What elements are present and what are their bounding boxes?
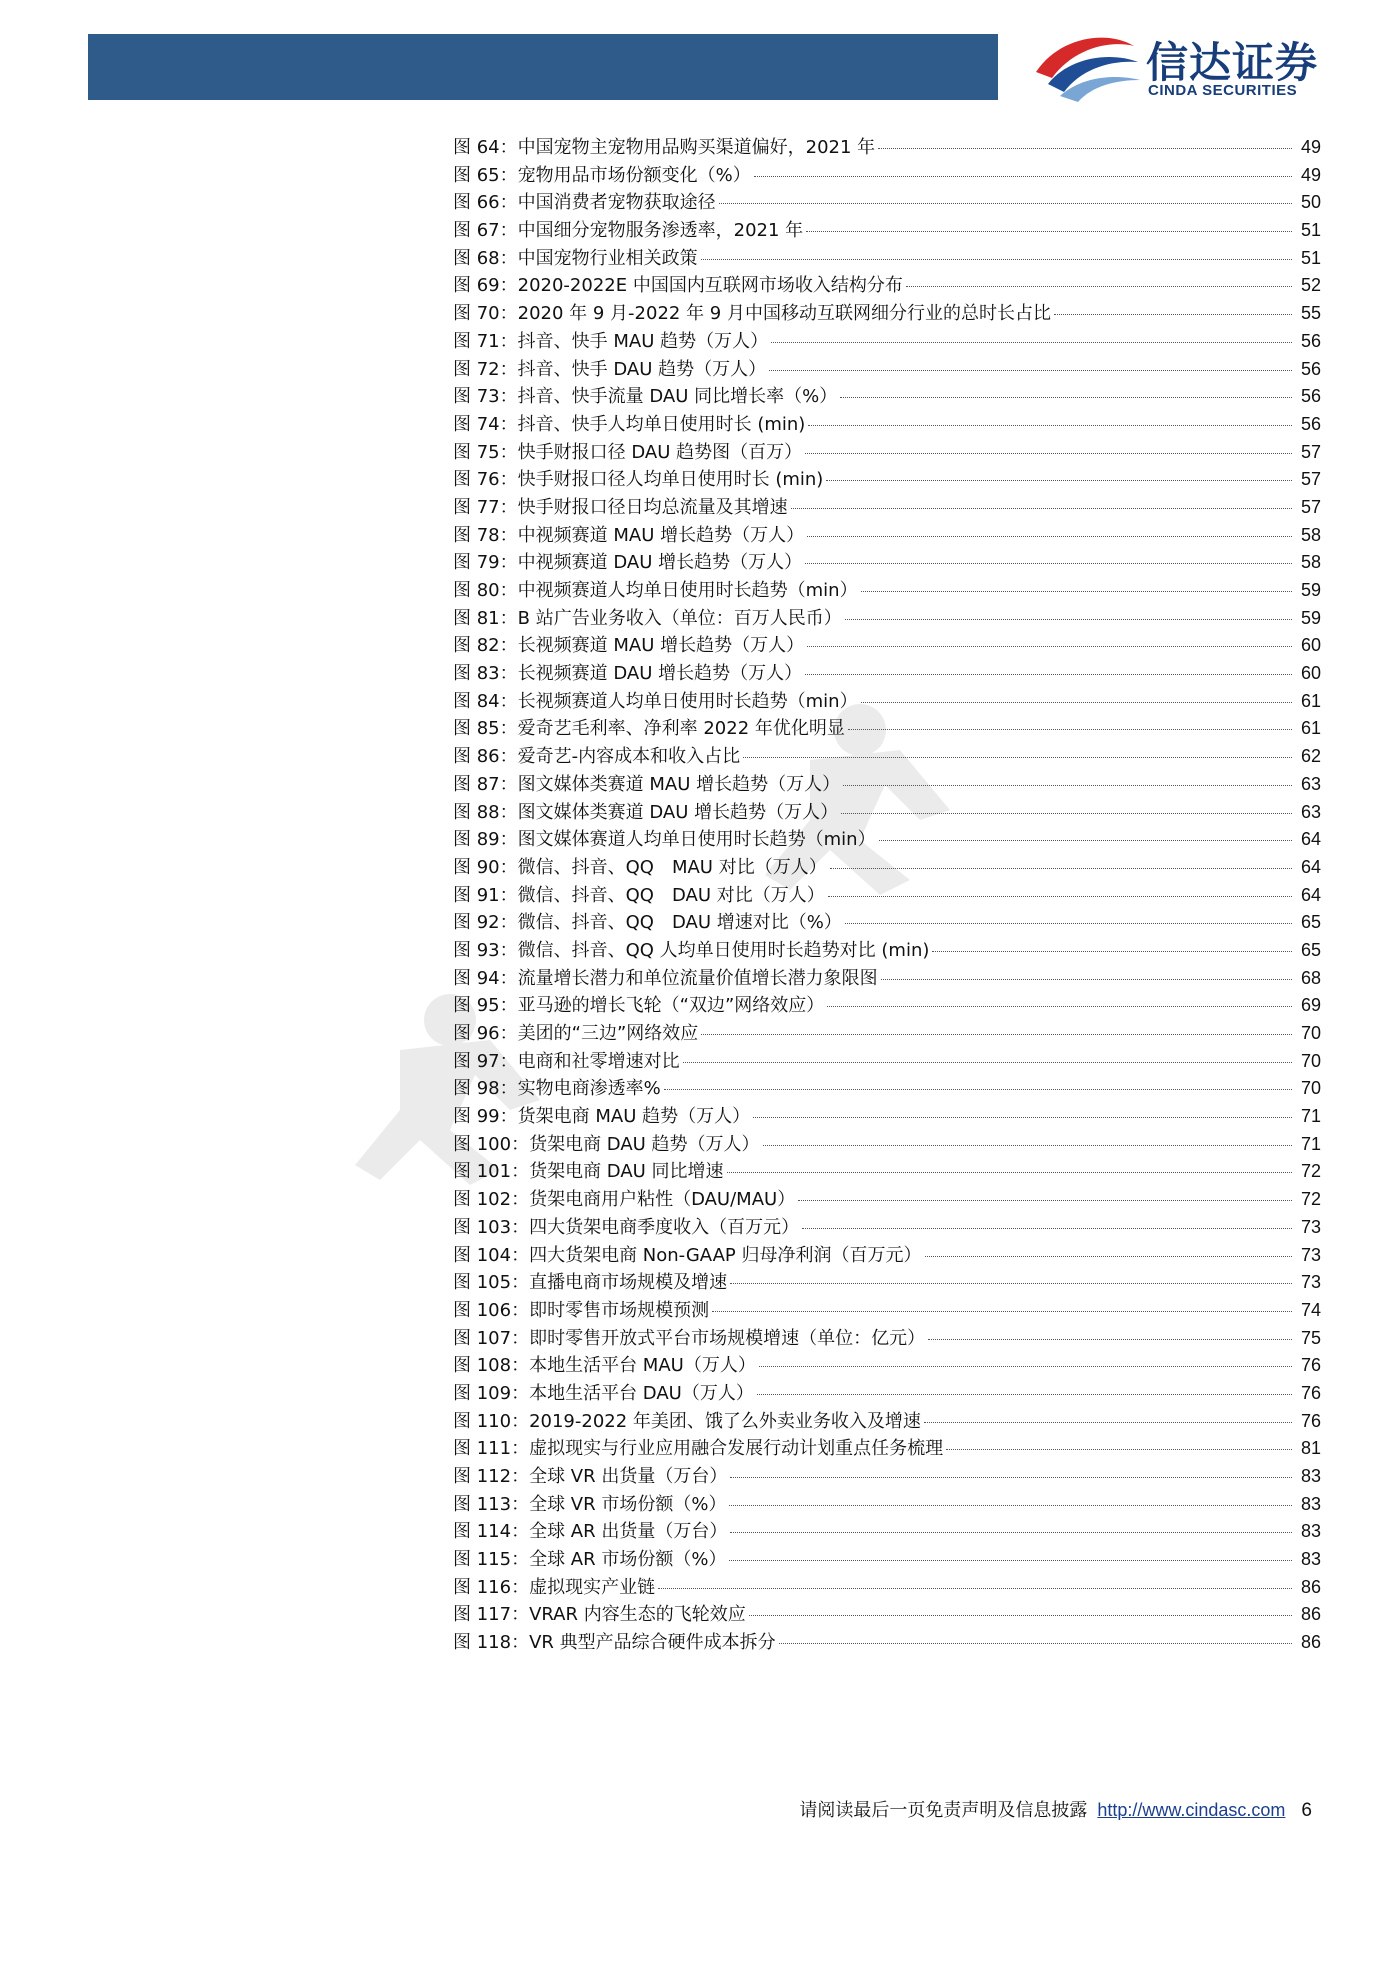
toc-entry-page[interactable]: 60 [1300, 635, 1321, 656]
toc-entry-label[interactable]: 图 87：图文媒体类赛道 MAU 增长趋势（万人） [453, 773, 841, 795]
toc-entry-page[interactable]: 83 [1300, 1493, 1321, 1514]
dot-leader [906, 286, 1292, 287]
dot-leader [841, 813, 1292, 814]
toc-entry[interactable] [453, 632, 1321, 660]
dot-leader [924, 1422, 1292, 1423]
toc-entry-page[interactable]: 51 [1300, 247, 1321, 268]
toc-entry-page[interactable]: 59 [1300, 607, 1321, 628]
dot-leader [658, 1588, 1292, 1589]
toc-entry[interactable] [453, 1131, 1321, 1159]
toc-entry-label[interactable]: 图 83：长视频赛道 DAU 增长趋势（万人） [453, 663, 803, 685]
toc-entry-label[interactable]: 图 77：快手财报口径日均总流量及其增速 [453, 496, 788, 518]
dot-leader [753, 1117, 1292, 1118]
toc-entry[interactable] [453, 1629, 1321, 1657]
toc-entry-label[interactable]: 图 107：即时零售开放式平台市场规模增速（单位：亿元） [453, 1327, 926, 1349]
toc-entry[interactable] [453, 1325, 1321, 1353]
toc-entry-page[interactable]: 73 [1300, 1244, 1321, 1265]
toc-entry[interactable] [453, 356, 1321, 384]
dot-leader [754, 176, 1292, 177]
toc-entry-page[interactable]: 64 [1300, 884, 1321, 905]
toc-entry[interactable] [453, 1352, 1321, 1380]
toc-entry-page[interactable]: 86 [1300, 1632, 1321, 1653]
header-band [88, 34, 998, 100]
dot-leader [730, 1283, 1292, 1284]
toc-entry-label[interactable]: 图 110：2019-2022 年美团、饿了么外卖业务收入及增速 [453, 1410, 921, 1432]
toc-entry-label[interactable]: 图 74：抖音、快手人均单日使用时长 (min) [453, 413, 806, 435]
toc-entry-label[interactable]: 图 69：2020-2022E 中国国内互联网市场收入结构分布 [453, 275, 903, 297]
toc-entry-label[interactable]: 图 86：爱奇艺-内容成本和收入占比 [453, 746, 741, 768]
dot-leader [845, 619, 1292, 620]
dot-leader [861, 591, 1292, 592]
dot-leader [749, 1615, 1292, 1616]
toc-entry-label[interactable]: 图 89：图文媒体赛道人均单日使用时长趋势（min） [453, 829, 876, 851]
toc-entry[interactable] [453, 1601, 1321, 1629]
toc-entry[interactable] [453, 1380, 1321, 1408]
toc-entry-page[interactable]: 83 [1300, 1466, 1321, 1486]
dot-leader [932, 951, 1292, 952]
toc-entry-page[interactable]: 56 [1300, 386, 1321, 407]
toc-entry[interactable] [453, 383, 1321, 411]
toc-entry[interactable] [453, 715, 1321, 743]
toc-entry[interactable] [453, 245, 1321, 273]
dot-leader [791, 508, 1292, 509]
toc-entry-label[interactable]: 图 72：抖音、快手 DAU 趋势（万人） [453, 358, 767, 380]
toc-entry[interactable] [453, 1158, 1321, 1186]
toc-entry-label[interactable]: 图 103：四大货架电商季度收入（百万元） [453, 1216, 800, 1238]
logo-english-name: CINDA SECURITIES [1148, 82, 1298, 99]
toc-entry-page[interactable]: 73 [1300, 1272, 1321, 1293]
dot-leader [729, 1560, 1292, 1561]
toc-entry-page[interactable]: 57 [1300, 469, 1321, 490]
toc-entry-page[interactable]: 49 [1300, 137, 1321, 157]
dot-leader [830, 868, 1292, 869]
toc-entry-label[interactable]: 图 67：中国细分宠物服务渗透率，2021 年 [453, 220, 804, 242]
toc-entry-page[interactable]: 86 [1300, 1576, 1321, 1597]
toc-entry-page[interactable]: 76 [1300, 1410, 1321, 1431]
toc-entry-label[interactable]: 图 82：长视频赛道 MAU 增长趋势（万人） [453, 635, 805, 657]
toc-entry[interactable] [453, 549, 1321, 577]
toc-entry-label[interactable]: 图 101：货架电商 DAU 同比增速 [453, 1161, 724, 1183]
toc-entry[interactable] [453, 1546, 1321, 1574]
toc-entry-page[interactable]: 72 [1300, 1189, 1321, 1210]
dot-leader [807, 646, 1292, 647]
toc-entry-page[interactable]: 65 [1300, 912, 1321, 933]
dot-leader [779, 1643, 1292, 1644]
dot-leader [729, 1505, 1292, 1506]
toc-entry[interactable] [453, 937, 1321, 965]
dot-leader [843, 785, 1292, 786]
toc-entry-page[interactable]: 68 [1300, 967, 1321, 988]
toc-entry-label[interactable]: 图 102：货架电商用户粘性（DAU/MAU） [453, 1189, 796, 1211]
toc-entry[interactable] [453, 494, 1321, 522]
toc-entry[interactable] [453, 1408, 1321, 1436]
toc-entry-page[interactable]: 70 [1300, 1050, 1321, 1071]
dot-leader [727, 1172, 1292, 1173]
toc-entry-page[interactable]: 61 [1300, 718, 1321, 739]
toc-entry-label[interactable]: 图 94：流量增长潜力和单位流量价值增长潜力象限图 [453, 967, 878, 989]
page-footer [799, 1796, 1312, 1822]
toc-entry-page[interactable]: 83 [1300, 1521, 1321, 1542]
dot-leader [805, 453, 1292, 454]
toc-entry[interactable] [453, 605, 1321, 633]
toc-entry-page[interactable]: 55 [1300, 303, 1321, 324]
toc-entry-page[interactable]: 57 [1300, 441, 1321, 462]
toc-entry-page[interactable]: 73 [1300, 1216, 1321, 1237]
toc-entry-page[interactable]: 52 [1300, 275, 1321, 296]
toc-entry[interactable] [453, 743, 1321, 771]
toc-entry-label[interactable]: 图 117：VRAR 内容生态的飞轮效应 [453, 1604, 746, 1626]
toc-entry[interactable] [453, 854, 1321, 882]
toc-entry[interactable] [453, 1463, 1321, 1491]
toc-entry[interactable] [453, 909, 1321, 937]
toc-entry[interactable] [453, 162, 1321, 190]
toc-entry-label[interactable]: 图 111：虚拟现实与行业应用融合发展行动计划重点任务梳理 [453, 1438, 944, 1460]
dot-leader [828, 896, 1292, 897]
toc-entry-label[interactable]: 图 70：2020 年 9 月-2022 年 9 月中国移动互联网细分行业的总时长占比 [453, 303, 1051, 325]
dot-leader [807, 536, 1292, 537]
logo-chinese-name: 信达证券 [1146, 38, 1319, 87]
figure-list [453, 134, 1321, 1657]
cinda-swoosh-icon [1030, 26, 1146, 106]
toc-entry[interactable] [453, 1297, 1321, 1325]
toc-entry-page[interactable]: 63 [1300, 773, 1321, 794]
dot-leader [743, 757, 1292, 758]
website-link[interactable]: http://www.cindasc.com [1097, 1800, 1286, 1820]
toc-entry-page[interactable]: 65 [1300, 939, 1321, 960]
toc-entry[interactable] [453, 134, 1321, 162]
toc-entry-label[interactable]: 图 79：中视频赛道 DAU 增长趋势（万人） [453, 552, 803, 574]
toc-entry[interactable] [453, 965, 1321, 993]
toc-entry-label[interactable]: 图 90：微信、抖音、QQ MAU 对比（万人） [453, 856, 827, 878]
dot-leader [769, 370, 1292, 371]
dot-leader [683, 1062, 1292, 1063]
dot-leader [701, 259, 1292, 260]
toc-entry-page[interactable]: 81 [1300, 1438, 1321, 1459]
toc-entry-label[interactable]: 图 91：微信、抖音、QQ DAU 对比（万人） [453, 884, 825, 906]
dot-leader [928, 1339, 1292, 1340]
toc-entry[interactable] [453, 439, 1321, 467]
toc-entry-label[interactable]: 图 97：电商和社零增速对比 [453, 1050, 680, 1072]
toc-entry[interactable] [453, 799, 1321, 827]
toc-entry[interactable] [453, 1048, 1321, 1076]
dot-leader [719, 203, 1292, 204]
dot-leader [925, 1256, 1293, 1257]
toc-entry-label[interactable]: 图 75：快手财报口径 DAU 趋势图（百万） [453, 441, 803, 463]
toc-entry[interactable] [453, 1518, 1321, 1546]
toc-entry-label[interactable]: 图 100：货架电商 DAU 趋势（万人） [453, 1133, 760, 1155]
toc-entry-page[interactable]: 76 [1300, 1382, 1321, 1403]
toc-entry-page[interactable]: 86 [1300, 1604, 1321, 1625]
toc-entry-label[interactable]: 图 99：货架电商 MAU 趋势（万人） [453, 1106, 751, 1128]
toc-entry-page[interactable]: 56 [1300, 330, 1321, 351]
toc-entry[interactable] [453, 771, 1321, 799]
toc-entry[interactable] [453, 1214, 1321, 1242]
toc-entry-label[interactable]: 图 85：爱奇艺毛利率、净利率 2022 年优化明显 [453, 718, 845, 740]
toc-entry-label[interactable]: 图 78：中视频赛道 MAU 增长趋势（万人） [453, 524, 805, 546]
toc-entry[interactable] [453, 1075, 1321, 1103]
toc-entry[interactable] [453, 1435, 1321, 1463]
toc-entry-label[interactable]: 图 76：快手财报口径人均单日使用时长 (min) [453, 469, 824, 491]
toc-entry-label[interactable]: 图 65：宠物用品市场份额变化（%） [453, 164, 751, 186]
toc-entry-page[interactable]: 58 [1300, 552, 1321, 573]
dot-leader [879, 840, 1292, 841]
dot-leader [806, 231, 1292, 232]
dot-leader [946, 1449, 1292, 1450]
toc-entry[interactable] [453, 1242, 1321, 1270]
toc-entry-page[interactable]: 72 [1300, 1161, 1321, 1182]
dot-leader [881, 979, 1292, 980]
toc-entry[interactable] [453, 411, 1321, 439]
toc-entry-label[interactable]: 图 93：微信、抖音、QQ 人均单日使用时长趋势对比 (min) [453, 939, 930, 961]
toc-entry-page[interactable]: 70 [1300, 1078, 1321, 1099]
toc-entry[interactable] [453, 272, 1321, 300]
dot-leader [878, 148, 1292, 149]
toc-entry-page[interactable]: 62 [1300, 746, 1321, 767]
dot-leader [757, 1394, 1292, 1395]
toc-entry-page[interactable]: 76 [1300, 1355, 1321, 1376]
page-number: 6 [1301, 1800, 1312, 1821]
dot-leader [712, 1311, 1292, 1312]
toc-entry-page[interactable]: 75 [1300, 1327, 1321, 1348]
dot-leader [664, 1089, 1292, 1090]
dot-leader [805, 674, 1292, 675]
toc-entry-page[interactable]: 56 [1300, 413, 1321, 434]
toc-entry-label[interactable]: 图 95：亚马逊的增长飞轮（“双边”网络效应） [453, 995, 825, 1017]
toc-entry-page[interactable]: 74 [1300, 1299, 1321, 1320]
toc-entry[interactable] [453, 466, 1321, 494]
toc-entry-page[interactable]: 58 [1300, 524, 1321, 545]
toc-entry-page[interactable]: 49 [1300, 164, 1321, 185]
toc-entry-page[interactable]: 71 [1300, 1133, 1321, 1154]
toc-entry-page[interactable]: 60 [1300, 663, 1321, 684]
dot-leader [798, 1200, 1292, 1201]
toc-entry[interactable] [453, 1269, 1321, 1297]
dot-leader [1054, 314, 1292, 315]
toc-entry-page[interactable]: 64 [1300, 856, 1321, 877]
dot-leader [763, 1145, 1292, 1146]
dot-leader [701, 1034, 1292, 1035]
dot-leader [730, 1532, 1292, 1533]
toc-entry-page[interactable]: 69 [1300, 995, 1321, 1016]
toc-entry-label[interactable]: 图 98：实物电商渗透率% [453, 1078, 661, 1100]
toc-entry[interactable] [453, 1491, 1321, 1519]
toc-entry[interactable] [453, 992, 1321, 1020]
toc-entry-page[interactable]: 83 [1300, 1549, 1321, 1570]
toc-entry-label[interactable]: 图 81：B 站广告业务收入（单位：百万人民币） [453, 607, 842, 629]
toc-entry-label[interactable]: 图 80：中视频赛道人均单日使用时长趋势（min） [453, 580, 858, 601]
toc-entry[interactable] [453, 217, 1321, 245]
toc-entry-page[interactable]: 50 [1300, 192, 1321, 213]
toc-entry-label[interactable]: 图 92：微信、抖音、QQ DAU 增速对比（%） [453, 912, 842, 934]
dot-leader [848, 729, 1292, 730]
toc-entry-page[interactable]: 64 [1300, 829, 1321, 850]
toc-entry-label[interactable]: 图 71：抖音、快手 MAU 趋势（万人） [453, 330, 769, 352]
toc-entry-label[interactable]: 图 105：直播电商市场规模及增速 [453, 1272, 728, 1294]
toc-entry-page[interactable]: 71 [1300, 1106, 1321, 1127]
toc-entry-label[interactable]: 图 108：本地生活平台 MAU（万人） [453, 1355, 756, 1377]
toc-entry[interactable] [453, 1020, 1321, 1048]
toc-entry[interactable] [453, 577, 1321, 605]
toc-entry[interactable] [453, 688, 1321, 716]
toc-entry[interactable] [453, 189, 1321, 217]
dot-leader [861, 702, 1292, 703]
toc-entry[interactable] [453, 826, 1321, 854]
toc-entry-page[interactable]: 61 [1300, 690, 1321, 711]
toc-entry-label[interactable]: 图 109：本地生活平台 DAU（万人） [453, 1382, 754, 1404]
toc-entry-page[interactable]: 57 [1300, 496, 1321, 517]
toc-entry[interactable] [453, 1186, 1321, 1214]
toc-entry[interactable] [453, 660, 1321, 688]
toc-entry-page[interactable]: 59 [1300, 580, 1321, 600]
dot-leader [730, 1477, 1292, 1478]
toc-entry-label[interactable]: 图 96：美团的“三边”网络效应 [453, 1023, 699, 1044]
toc-entry[interactable] [453, 522, 1321, 550]
toc-entry-label[interactable]: 图 118：VR 典型产品综合硬件成本拆分 [453, 1632, 776, 1654]
toc-entry[interactable] [453, 882, 1321, 910]
toc-entry-label[interactable]: 图 113：全球 VR 市场份额（%） [453, 1493, 727, 1515]
dot-leader [826, 480, 1292, 481]
dot-leader [827, 1006, 1292, 1007]
disclaimer-note: 请阅读最后一页免责声明及信息披露 [799, 1800, 1088, 1821]
dot-leader [845, 923, 1292, 924]
toc-entry[interactable] [453, 1574, 1321, 1602]
toc-entry-page[interactable]: 63 [1300, 801, 1321, 822]
toc-entry-page[interactable]: 51 [1300, 220, 1321, 241]
toc-entry-label[interactable]: 图 104：四大货架电商 Non-GAAP 归母净利润（百万元） [453, 1244, 922, 1266]
dot-leader [805, 563, 1292, 564]
toc-entry-label[interactable]: 图 106：即时零售市场规模预测 [453, 1299, 710, 1321]
toc-entry-label[interactable]: 图 116：虚拟现实产业链 [453, 1576, 656, 1598]
dot-leader [808, 425, 1292, 426]
dot-leader [759, 1366, 1292, 1367]
toc-entry-page[interactable]: 70 [1300, 1023, 1321, 1043]
dot-leader [802, 1228, 1292, 1229]
dot-leader [771, 342, 1292, 343]
toc-entry-label[interactable]: 图 112：全球 VR 出货量（万台） [453, 1466, 728, 1487]
toc-entry[interactable] [453, 328, 1321, 356]
toc-entry-label[interactable]: 图 64：中国宠物主宠物用品购买渠道偏好，2021 年 [453, 137, 876, 158]
toc-entry-label[interactable]: 图 115：全球 AR 市场份额（%） [453, 1549, 727, 1571]
toc-entry-label[interactable]: 图 114：全球 AR 出货量（万台） [453, 1521, 728, 1543]
toc-entry-page[interactable]: 56 [1300, 358, 1321, 379]
toc-entry-label[interactable]: 图 68：中国宠物行业相关政策 [453, 247, 698, 269]
company-logo [1030, 26, 1370, 106]
toc-entry-label[interactable]: 图 88：图文媒体类赛道 DAU 增长趋势（万人） [453, 801, 839, 823]
toc-entry-label[interactable]: 图 66：中国消费者宠物获取途径 [453, 192, 716, 214]
toc-entry[interactable] [453, 1103, 1321, 1131]
toc-entry-label[interactable]: 图 73：抖音、快手流量 DAU 同比增长率（%） [453, 386, 838, 408]
toc-entry-label[interactable]: 图 84：长视频赛道人均单日使用时长趋势（min） [453, 690, 858, 712]
toc-entry[interactable] [453, 300, 1321, 328]
dot-leader [840, 397, 1292, 398]
